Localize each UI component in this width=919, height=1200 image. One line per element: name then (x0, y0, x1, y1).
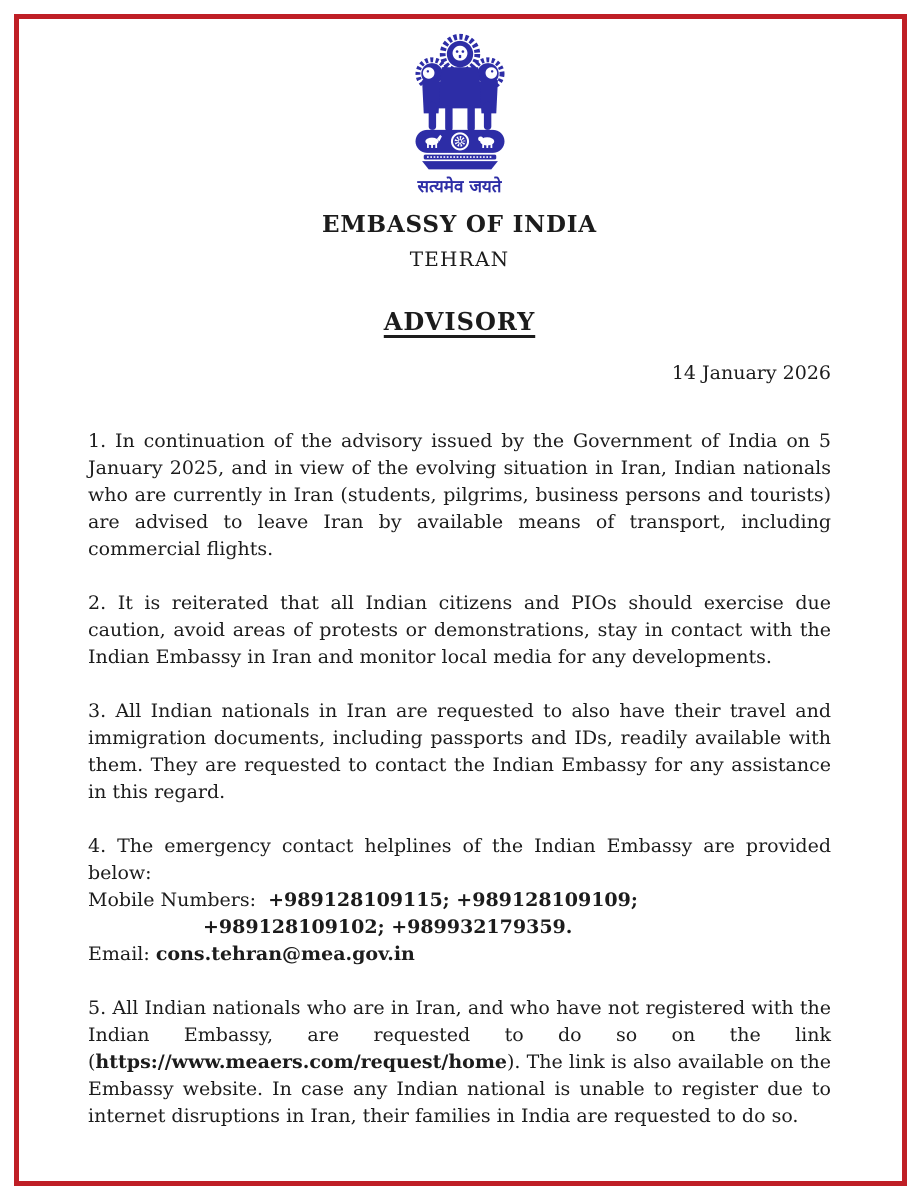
state-emblem-of-india-icon (394, 26, 526, 197)
mobile-numbers-line-1 (88, 887, 831, 914)
embassy-name: EMBASSY OF INDIA (322, 210, 597, 238)
registration-link-text: https://www.meaers.com/request/home (95, 1050, 508, 1073)
advisory-paragraph-1: 1. In continuation of the advisory issued by the Government of India on 5 January 2025, and in view of the evolving situation in Iran, Indian nationals who are currently in Iran (students, pilgrims, business persons and tourists) are advised to leave Iran by available means of transport, including commercial flights. (88, 429, 831, 560)
email-line (88, 941, 831, 968)
document-masthead (88, 26, 831, 271)
email-address: cons.tehran@mea.gov.in (155, 942, 415, 965)
advisory-paragraph-3: 3. All Indian nationals in Iran are requested to also have their travel and immigration documents, including passports and IDs, readily available with them. They are requested to contact the Indian Embassy for any assistance in this regard. (88, 699, 831, 803)
mobile-numbers-line-2 (88, 914, 831, 941)
document-title: ADVISORY (383, 306, 536, 336)
document-body (88, 428, 831, 1130)
mobile-numbers-values-2: +989128109102; +989932179359. (203, 915, 573, 938)
paragraph-5-text-before: 5. All Indian nationals who are in Iran, and who have not registered with the Indian Embassy, are requested to do so on the link ( (88, 996, 831, 1073)
document-date: 14 January 2026 (671, 361, 831, 384)
emblem-motto: सत्यमेव जयते (417, 177, 502, 197)
mobile-numbers-label: Mobile Numbers: (88, 888, 257, 911)
advisory-paragraph-2: 2. It is reiterated that all Indian citizens and PIOs should exercise due caution, avoid areas of protests or demonstrations, stay in contact with the Indian Embassy in Iran and monitor local media for any developments. (88, 591, 831, 668)
paragraph-5-text-after: ). The link is also available on the Embassy website. In case any Indian national is unable to register due to internet disruptions in Iran, their families in India are requested to do so. (88, 1050, 831, 1127)
embassy-city: TEHRAN (409, 246, 510, 271)
mobile-numbers-values-1: +989128109115; +989128109109; (268, 888, 638, 911)
helplines-intro: 4. The emergency contact helplines of the Indian Embassy are provided below: (88, 834, 831, 884)
advisory-paragraph-5 (88, 995, 831, 1130)
email-label: Email: (88, 942, 150, 965)
advisory-document (88, 0, 831, 1130)
advisory-paragraph-4 (88, 833, 831, 968)
